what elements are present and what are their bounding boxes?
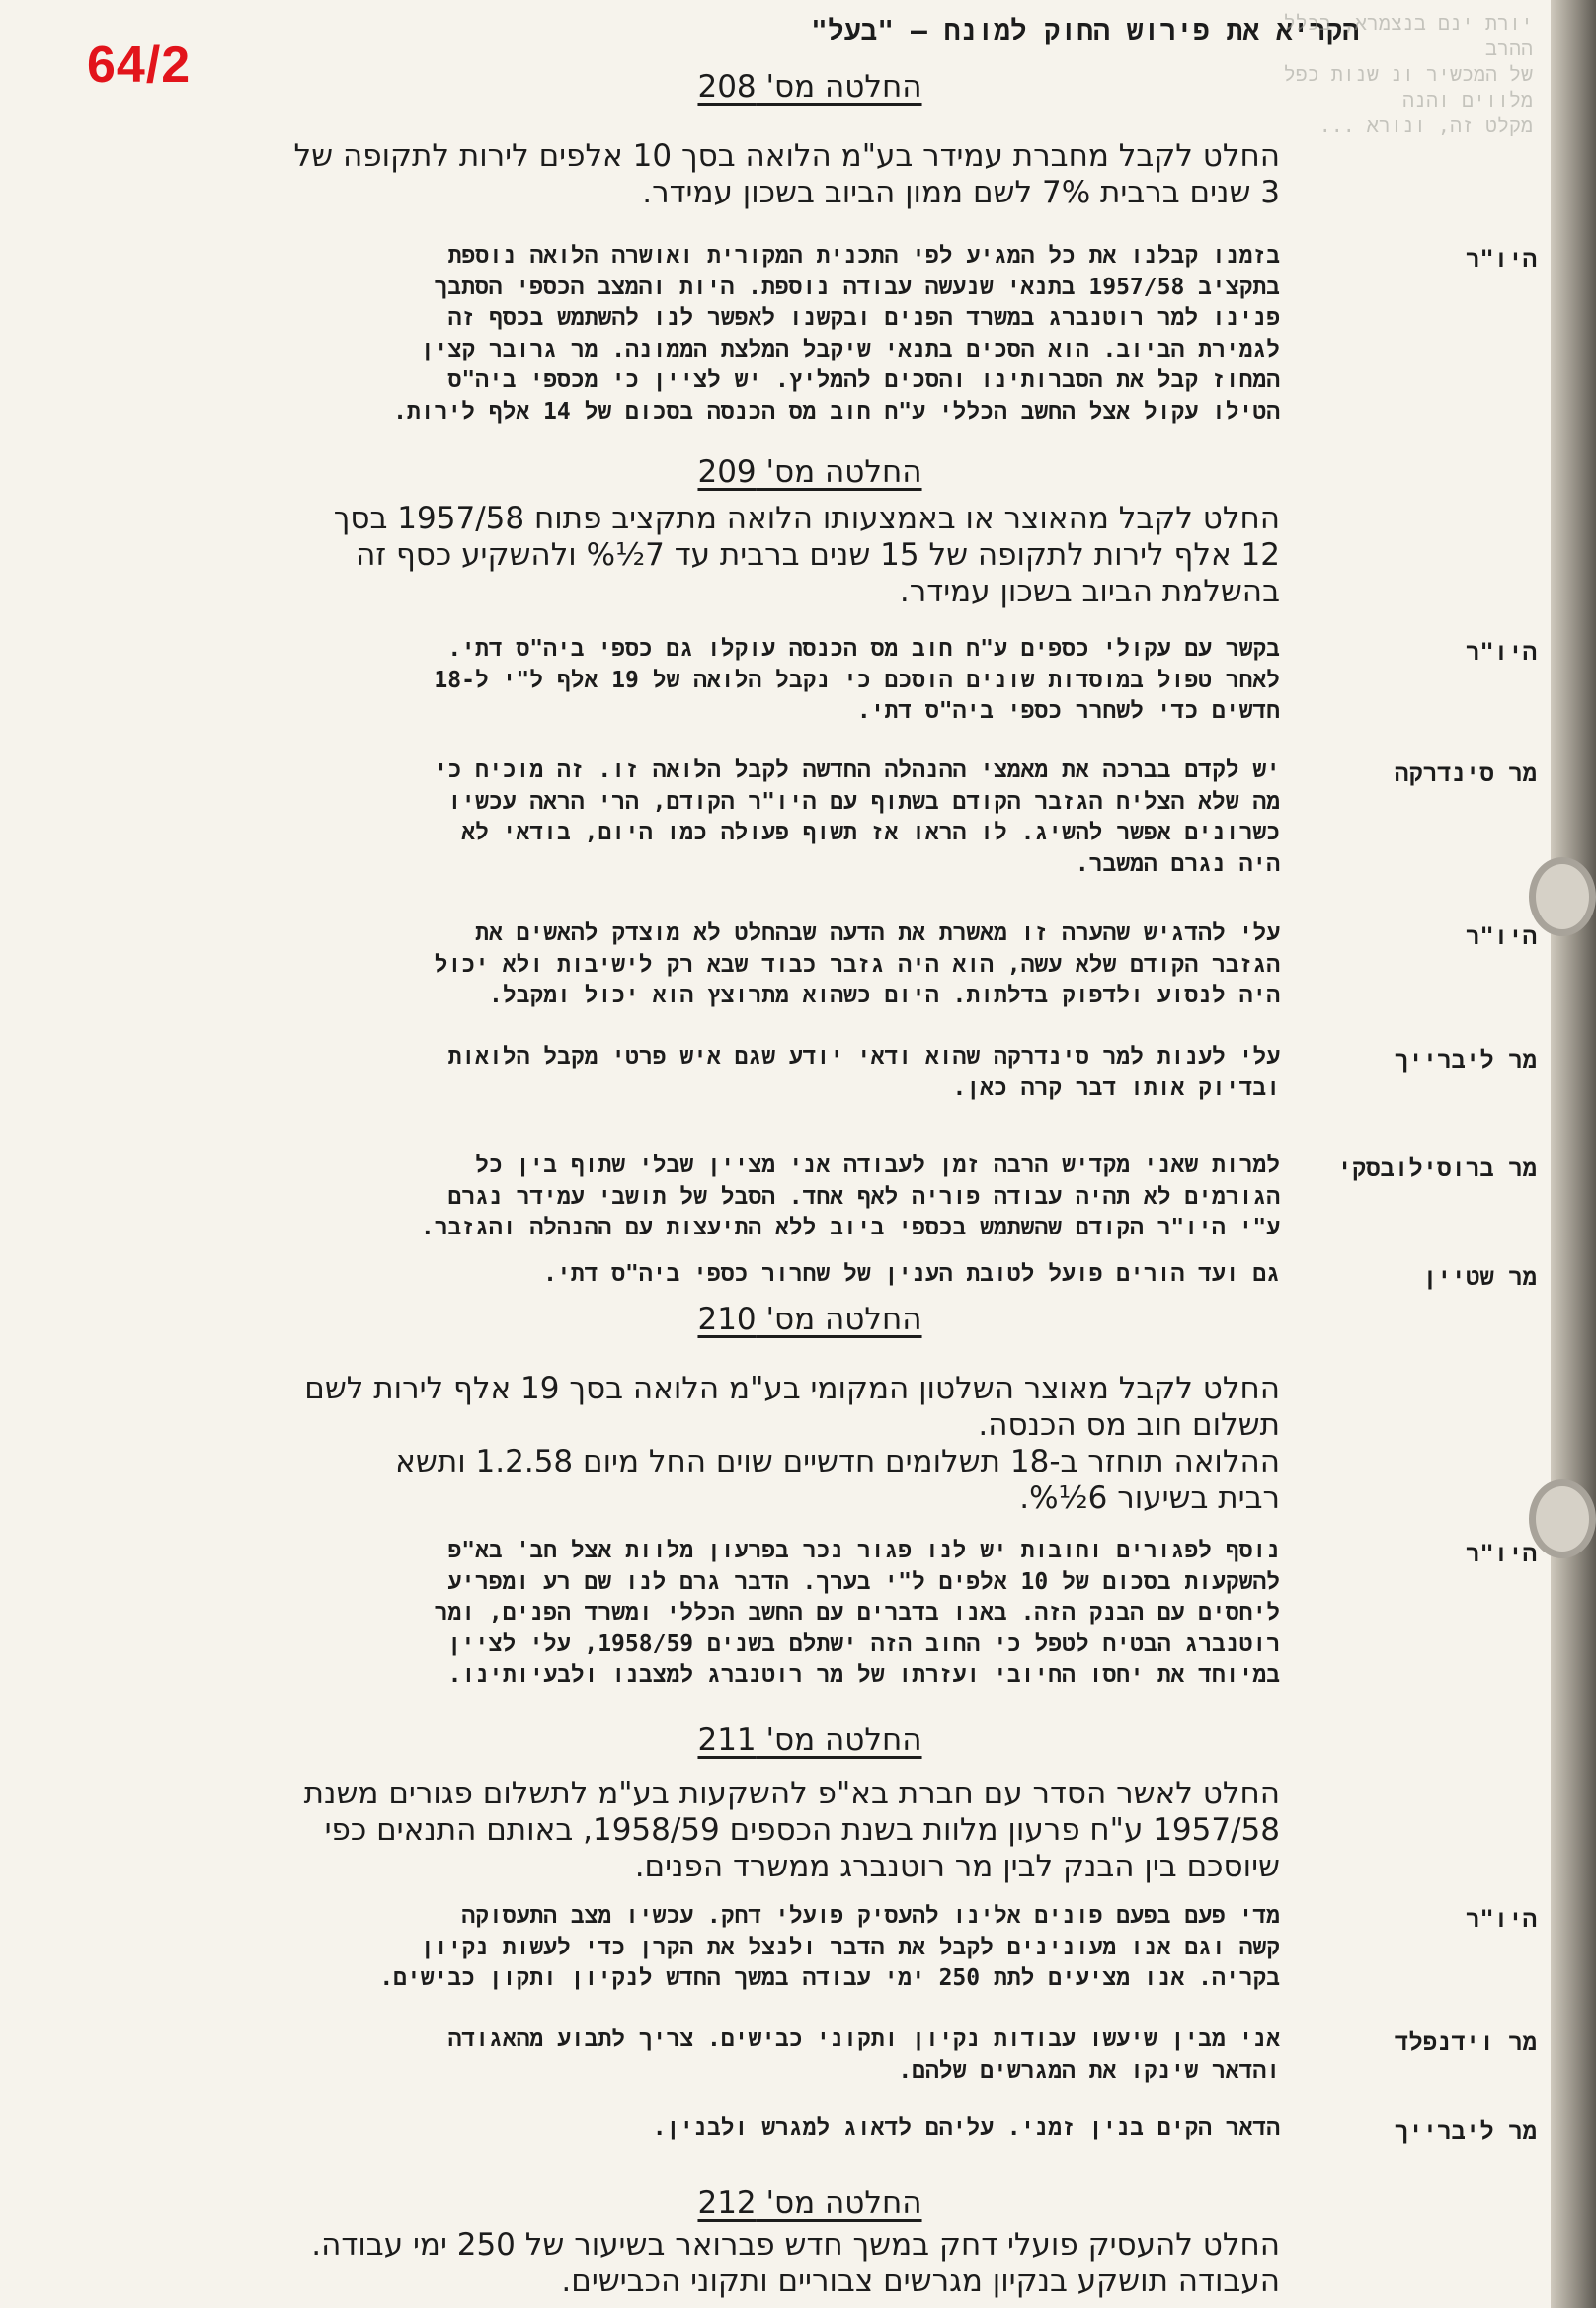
speaker-name: מר ליברייך bbox=[1394, 2117, 1537, 2145]
binder-ring-lower bbox=[1529, 1479, 1596, 1558]
speaker-name: היו"ר bbox=[1465, 245, 1537, 273]
speaker-name: היו"ר bbox=[1465, 922, 1537, 950]
discussion-paragraph bbox=[95, 756, 1280, 880]
text-line: החלט להעסיק פועלי דחק במשך חדש פברואר בשיעור של 250 ימי עבודה. bbox=[311, 2227, 1280, 2263]
text-line: העבודה תושקע בנקיון מגרשים צבוריים ותקוני הכבישים. bbox=[561, 2264, 1280, 2299]
bleed-through-line: יורת ינם בנצמרא, בכלל ההרב bbox=[1283, 11, 1533, 60]
text-line: עלי להדגיש שהערה זו מאשרת את הדעה שבהחלט לא מוצדק להאשים את bbox=[475, 920, 1280, 946]
text-line: לאחר טפול במוסדות שונים הוסכם כי נקבל הלואה של 19 אלף ל"י ל-18 bbox=[434, 667, 1280, 693]
speaker-name: היו"ר bbox=[1465, 638, 1537, 666]
bleed-through-line: מקלט זה, ונורא ... bbox=[1318, 114, 1533, 137]
text-line: בתקציב 1957/58 בתנאי שנעשה עבודה נוספת. היות והמצב הכספי הסתבך bbox=[434, 274, 1280, 300]
text-line: רבית בשיעור 6½%. bbox=[1019, 1480, 1280, 1516]
text-line: קשה וגם אנו מעונינים לקבל את הדבר ולנצל את הקרן כדי לעשות נקיון bbox=[420, 1934, 1280, 1960]
text-line: החלט לקבל מהאוצר או באמצעותו הלואה מתקציב פתוח 1957/58 בסך bbox=[333, 501, 1280, 536]
discussion-paragraph bbox=[95, 1536, 1280, 1692]
text-line: היה לנסוע ולדפוק בדלתות. היום כשהוא מתרוצץ הוא יכול ומקבל. bbox=[488, 983, 1280, 1008]
text-line: 12 אלף לירות לתקופה של 15 שנים ברבית עד 7½% ולהשקיע כסף זה bbox=[356, 537, 1280, 573]
text-line: החלט לקבל מחברת עמידר בע"מ הלואה בסך 10 אלפים לירות לתקופה של bbox=[293, 138, 1280, 174]
text-line: נוסף לפגורים וחובות יש לנו פגור נכר בפרעון מלוות אצל חב' בא"פ bbox=[447, 1538, 1280, 1563]
resolution-text bbox=[124, 138, 1280, 211]
discussion-paragraph bbox=[95, 241, 1280, 428]
text-line: המחוז קבל את הסברותינו והסכים להמליץ. יש לציין כי מכספי ביה"ס bbox=[447, 367, 1280, 393]
discussion-paragraph bbox=[95, 1151, 1280, 1244]
discussion-paragraph bbox=[95, 1259, 1280, 1291]
text-line: ליחסים עם הבנק הזה. באנו בדברים עם החשב הכללי ומשרד הפנים, ומר bbox=[434, 1600, 1280, 1626]
text-line: במיוחד את יחסו החיובי ועזרתו של מר רוטנברג למצבנו ולבעיותינו. bbox=[447, 1662, 1280, 1688]
text-line: להשקעות בסכום של 10 אלפים ל"י בערך. הדבר גרם לנו שם רע ומפריע bbox=[447, 1568, 1280, 1595]
text-line: אני מבין שיעשו עבודות נקיון ותקוני כבישים. צריך לתבוע מהאגודה bbox=[447, 2027, 1280, 2052]
text-line: לגמירת הביוב. הוא הסכים בתנאי שיקבל המלצת הממונה. מר גרובר קצין bbox=[420, 336, 1280, 362]
speaker-name: היו"ר bbox=[1465, 1905, 1537, 1933]
speaker-name: היו"ר bbox=[1465, 1540, 1537, 1567]
text-line: בהשלמת הביוב בשכון עמידר. bbox=[899, 574, 1280, 609]
text-line: בזמנו קבלנו את כל המגיע לפי התכנית המקורית ואושרה הלואה נוספת bbox=[447, 243, 1280, 269]
text-line: פנינו למר רוטנברג במשרד הפנים ובקשנו לאפשר לנו להשתמש בכסף זה bbox=[447, 305, 1280, 331]
text-line: בקריה. אנו מציעים לתת 250 ימי עבודה במשך החדש לנקיון ותקון כבישים. bbox=[379, 1965, 1280, 1991]
resolution-text bbox=[124, 1371, 1280, 1517]
text-line: מדי פעם בפעם פונים אלינו להעסיק פועלי דחק. עכשיו מצב התעסוקה bbox=[461, 1903, 1280, 1929]
bleed-through-line: של המכשיר ונ שנות כפל מלווים והנה bbox=[1283, 62, 1533, 112]
text-line: הדאר הקים בנין זמני. עליהם לדאוג למגרש ולבנין. bbox=[652, 2115, 1280, 2141]
resolution-title: החלטה מס' 208 bbox=[697, 69, 922, 105]
resolution-text bbox=[124, 2227, 1280, 2300]
text-line: היה נגרם המשבר. bbox=[1075, 850, 1280, 877]
text-line: חדשים כדי לשחרר כספי ביה"ס דתי. bbox=[856, 698, 1280, 724]
text-line: למרות שאני מקדיש הרבה זמן לעבודה אני מציין שבלי שתוף בין כל bbox=[475, 1153, 1280, 1178]
text-line: הגזבר הקודם שלא עשה, הוא היה גזבר כבוד שבא רק לישיבות ולא יכול bbox=[434, 951, 1280, 978]
resolution-text bbox=[124, 501, 1280, 610]
discussion-paragraph bbox=[95, 918, 1280, 1012]
text-line: מה שלא הצליח הגזבר הקודם בשתוף עם היו"ר הקודם, הרי הראה עכשיו bbox=[447, 788, 1280, 815]
resolution-title: החלטה מס' 211 bbox=[697, 1722, 922, 1758]
speaker-name: מר שטיין bbox=[1422, 1263, 1537, 1291]
text-line: והדאר שינקו את המגרשים שלהם. bbox=[898, 2057, 1280, 2084]
text-line: 1957/58 ע"ח פרעון מלוות בשנת הכספים 1958/59, באותם התנאים כפי bbox=[324, 1812, 1280, 1848]
binder-edge bbox=[1551, 0, 1596, 2308]
text-line: החלט לקבל מאוצר השלטון המקומי בע"מ הלואה בסך 19 אלף לירות לשם bbox=[304, 1371, 1280, 1406]
text-line: כשרונים אפשר להשיג. לו הראו אז תשוף פעולה כמו היום, בודאי לא bbox=[461, 820, 1280, 845]
text-line: תשלום חוב מס הכנסה. bbox=[978, 1407, 1280, 1443]
text-line: ההלואה תוחזר ב-18 תשלומים חדשיים שוים החל מיום 1.2.58 ותשא bbox=[395, 1444, 1280, 1479]
discussion-paragraph bbox=[95, 1042, 1280, 1104]
resolution-text bbox=[124, 1776, 1280, 1885]
speaker-name: מר וידנפלד bbox=[1394, 2029, 1537, 2056]
discussion-paragraph bbox=[95, 2025, 1280, 2087]
text-line: יש לקדם בברכה את מאמצי ההנהלה החדשה לקבל הלואה זו. זה מוכיח כי bbox=[434, 757, 1280, 783]
text-line: ע"י היו"ר הקודם שהשתמש בכספי ביוב ללא התיעצות עם ההנהלה והגזבר. bbox=[420, 1215, 1280, 1240]
bleed-through-text bbox=[1237, 10, 1533, 138]
discussion-paragraph bbox=[95, 634, 1280, 728]
resolution-title: החלטה מס' 210 bbox=[697, 1302, 922, 1337]
text-line: עלי לענות למר סינדרקה שהוא ודאי יודע שגם איש פרטי מקבל הלואות bbox=[447, 1044, 1280, 1070]
page-header: הקריא את פירוש החוק למונח – "בעל" bbox=[811, 14, 1359, 46]
text-line: רוטנברג הבטיח לטפל כי החוב הזה ישתלם בשנים 1958/59, עלי לציין bbox=[447, 1631, 1280, 1657]
speaker-name: מר ברוסילובסקי bbox=[1337, 1154, 1537, 1182]
speaker-name: מר סינדרקה bbox=[1394, 759, 1537, 787]
text-line: גם ועד הורים פועל לטובת הענין של שחרור כספי ביה"ס דתי. bbox=[543, 1261, 1280, 1287]
binder-ring-upper bbox=[1529, 857, 1596, 936]
text-line: הגורמים לא תהיה עבודה פוריה לאף אחד. הסבל של תושבי עמידר נגרם bbox=[447, 1183, 1280, 1210]
text-line: בקשר עם עקולי כספים ע"ח חוב מס הכנסה עוקלו גם כספי ביה"ס דתי. bbox=[447, 636, 1280, 662]
text-line: 3 שנים ברבית 7% לשם ממון הביוב בשכון עמידר. bbox=[642, 175, 1280, 210]
text-line: הטילו עקול אצל החשב הכללי ע"ח חוב מס הכנסה בסכום של 14 אלף לירות. bbox=[393, 398, 1280, 425]
text-line: ובדיוק אותו דבר קרה כאן. bbox=[952, 1074, 1280, 1101]
discussion-paragraph bbox=[95, 1901, 1280, 1995]
discussion-paragraph bbox=[95, 2113, 1280, 2145]
resolution-title: החלטה מס' 209 bbox=[697, 454, 922, 490]
text-line: שיוסכם בין הבנק לבין מר רוטנברג ממשרד הפנים. bbox=[634, 1849, 1280, 1884]
resolution-title: החלטה מס' 212 bbox=[697, 2186, 922, 2221]
speaker-name: מר ליברייך bbox=[1394, 1046, 1537, 1074]
page-number: 64/2 bbox=[87, 37, 192, 94]
text-line: החלט לאשר הסדר עם חברת בא"פ להשקעות בע"מ לתשלום פגורים משנת bbox=[303, 1776, 1280, 1811]
